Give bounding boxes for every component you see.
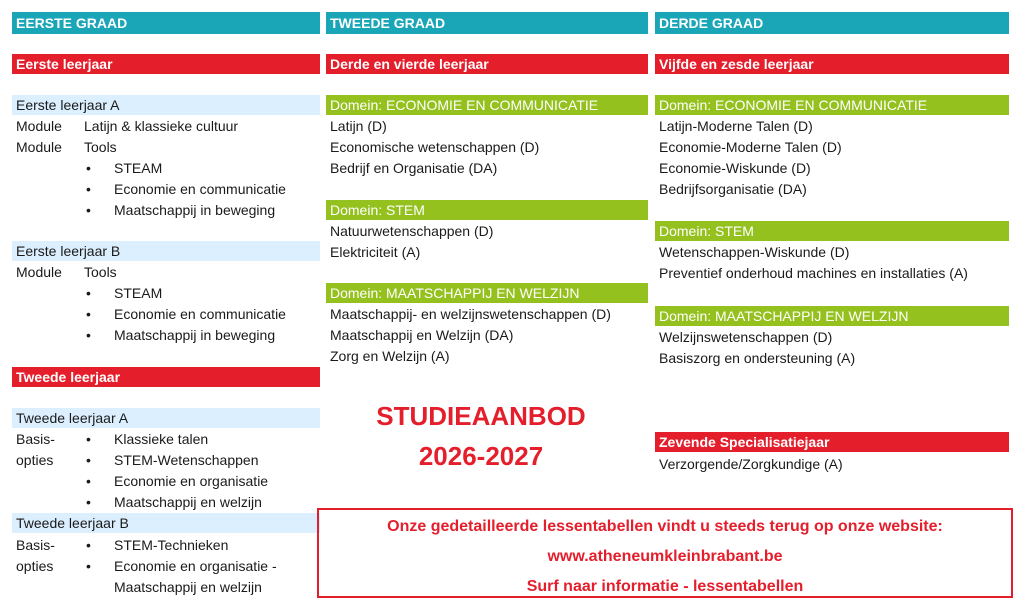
- list-item: • STEAM: [86, 160, 163, 176]
- module-text: Tools: [84, 139, 117, 155]
- list-item: • Maatschappij en welzijn: [86, 494, 262, 510]
- list-item: Latijn (D): [330, 118, 387, 134]
- list-item: Economie-Moderne Talen (D): [659, 139, 842, 155]
- list-item: Elektriciteit (A): [330, 244, 421, 260]
- domain-header-economie: Domein: ECONOMIE EN COMMUNICATIE: [655, 95, 1009, 115]
- list-item: • Economie en organisatie -: [86, 558, 277, 574]
- subheader-tweede-leerjaar-a: Tweede leerjaar A: [12, 408, 320, 428]
- page-title: [326, 396, 636, 476]
- list-item: Preventief onderhoud machines en installaties (A): [659, 265, 968, 281]
- website-link[interactable]: www.atheneumkleinbrabant.be: [547, 548, 783, 565]
- website-info-box: [317, 508, 1013, 598]
- module-text: Latijn & klassieke cultuur: [84, 118, 239, 134]
- year-header-zevende-specialisatiejaar: Zevende Specialisatiejaar: [655, 432, 1009, 452]
- list-item: • Maatschappij in beweging: [86, 202, 276, 218]
- basis-label: Basis-: [16, 431, 55, 447]
- subheader-eerste-leerjaar-a: Eerste leerjaar A: [12, 95, 320, 115]
- opties-label: opties: [16, 452, 54, 468]
- list-item: • STEM-Wetenschappen: [86, 452, 259, 468]
- list-item: Bedrijfsorganisatie (DA): [659, 181, 807, 197]
- list-item: • Economie en organisatie: [86, 473, 269, 489]
- list-item: • Economie en communicatie: [86, 181, 286, 197]
- module-text: Tools: [84, 264, 117, 280]
- list-item: Maatschappij- en welzijnswetenschappen (D): [330, 306, 611, 322]
- basis-label: Basis-: [16, 537, 55, 553]
- year-header-tweede-leerjaar: Tweede leerjaar: [12, 367, 320, 387]
- list-item: Zorg en Welzijn (A): [330, 348, 450, 364]
- year-header-eerste-leerjaar: Eerste leerjaar: [12, 54, 320, 74]
- list-item: • Klassieke talen: [86, 431, 209, 447]
- list-item: Natuurwetenschappen (D): [330, 223, 494, 239]
- module-label: Module: [16, 139, 62, 155]
- list-item: Basiszorg en ondersteuning (A): [659, 350, 856, 366]
- list-item: • Economie en communicatie: [86, 306, 286, 322]
- domain-header-maatschappij: Domein: MAATSCHAPPIJ EN WELZIJN: [326, 283, 648, 303]
- title-line-1: STUDIEAANBOD: [376, 401, 586, 431]
- list-item: Verzorgende/Zorgkundige (A): [659, 456, 843, 472]
- year-header-derde-vierde-leerjaar: Derde en vierde leerjaar: [326, 54, 648, 74]
- opties-label: opties: [16, 558, 54, 574]
- module-label: Module: [16, 118, 62, 134]
- domain-header-stem: Domein: STEM: [655, 221, 1009, 241]
- grade-header-derde: DERDE GRAAD: [655, 12, 1009, 34]
- title-year: 2026-2027: [418, 441, 544, 471]
- subheader-eerste-leerjaar-b: Eerste leerjaar B: [12, 241, 320, 261]
- domain-header-stem: Domein: STEM: [326, 200, 648, 220]
- grade-header-tweede: TWEEDE GRAAD: [326, 12, 648, 34]
- list-item: Maatschappij en Welzijn (DA): [330, 327, 514, 343]
- grade-header-eerste: EERSTE GRAAD: [12, 12, 320, 34]
- year-header-vijfde-zesde-leerjaar: Vijfde en zesde leerjaar: [655, 54, 1009, 74]
- module-label: Module: [16, 264, 62, 280]
- list-item: Welzijnswetenschappen (D): [659, 329, 833, 345]
- list-item: Bedrijf en Organisatie (DA): [330, 160, 498, 176]
- domain-header-maatschappij: Domein: MAATSCHAPPIJ EN WELZIJN: [655, 306, 1009, 326]
- domain-header-economie: Domein: ECONOMIE EN COMMUNICATIE: [326, 95, 648, 115]
- list-item: Wetenschappen-Wiskunde (D): [659, 244, 850, 260]
- info-text: Onze gedetailleerde lessentabellen vindt u steeds terug op onze website:: [387, 518, 943, 535]
- info-navigation-text: Surf naar informatie - lessentabellen: [526, 578, 804, 595]
- list-item: Economie-Wiskunde (D): [659, 160, 811, 176]
- list-item: • STEAM: [86, 285, 163, 301]
- list-item: • Maatschappij in beweging: [86, 327, 276, 343]
- list-item: Economische wetenschappen (D): [330, 139, 540, 155]
- list-item-continued: Maatschappij en welzijn: [114, 579, 262, 595]
- subheader-tweede-leerjaar-b: Tweede leerjaar B: [12, 513, 320, 533]
- list-item: • STEM-Technieken: [86, 537, 229, 553]
- list-item: Latijn-Moderne Talen (D): [659, 118, 813, 134]
